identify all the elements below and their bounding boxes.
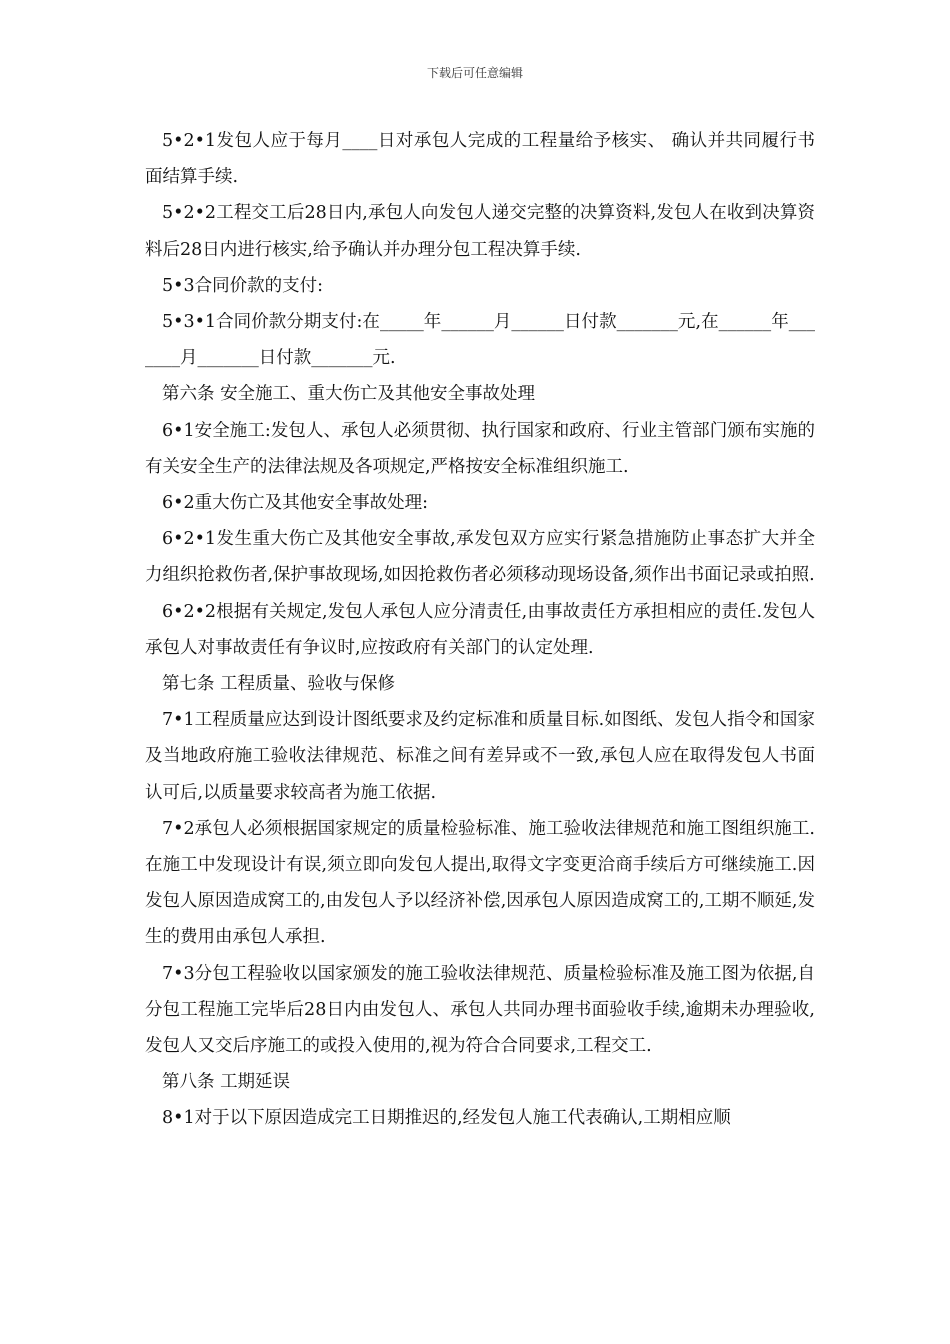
article-6-heading: 第六条 安全施工、重大伤亡及其他安全事故处理	[162, 384, 536, 405]
article-8-heading: 第八条 工期延误	[162, 1072, 291, 1093]
clause-6-1: 6•1安全施工:发包人、承包人必须贯彻、执行国家和政府、行业主管部门颁布实施的有关安全生产的法律法规及各项规定,严格按安全标准组织施工.	[145, 420, 815, 477]
clause-7-3: 7•3分包工程验收以国家颁发的施工验收法律规范、质量检验标准及施工图为依据,自分包工程施工完毕后28日内由发包人、承包人共同办理书面验收手续,逾期未办理验收,发包人又交后序施工的或投入使用的,视为符合合同要求,工程交工.	[145, 963, 815, 1057]
clause-7-2: 7•2承包人必须根据国家规定的质量检验标准、施工验收法律规范和施工图组织施工.在施工中发现设计有误,须立即向发包人提出,取得文字变更洽商手续后方可继续施工.因发包人原因造成窝工的,由发包人予以经济补偿,因承包人原因造成窝工的,工期不顺延,发生的费用由承包人承担.	[145, 818, 815, 948]
clause-6-2-2: 6•2•2根据有关规定,发包人承包人应分清责任,由事故责任方承担相应的责任.发包人承包人对事故责任有争议时,应按政府有关部门的认定处理.	[145, 601, 815, 658]
page-header-note: 下载后可任意编辑	[426, 66, 523, 80]
clause-6-2-1: 6•2•1发生重大伤亡及其他安全事故,承发包双方应实行紧急措施防止事态扩大并全力组织抢救伤者,保护事故现场,如因抢救伤者必须移动现场设备,须作出书面记录或拍照.	[145, 529, 815, 586]
clause-5-2-2: 5•2•2工程交工后28日内,承包人向发包人递交完整的决算资料,发包人在收到决算资料后28日内进行核实,给予确认并办理分包工程决算手续.	[145, 203, 815, 260]
clause-5-3-1: 5•3•1合同价款分期支付:在_____年______月______日付款_______元,在______年_______月_______日付款_______元.	[145, 312, 815, 369]
clause-7-1: 7•1工程质量应达到设计图纸要求及约定标准和质量目标.如图纸、发包人指令和国家及当地政府施工验收法律规范、标准之间有差异或不一致,承包人应在取得发包人书面认可后,以质量要求较高者为施工依据.	[145, 710, 815, 803]
document-body	[145, 123, 815, 1137]
clause-5-2-1: 5•2•1发包人应于每月____日对承包人完成的工程量给予核实、 确认并共同履行书面结算手续.	[145, 131, 815, 188]
clause-5-3: 5•3合同价款的支付:	[162, 275, 323, 296]
clause-8-1: 8•1对于以下原因造成完工日期推迟的,经发包人施工代表确认,工期相应顺	[162, 1108, 731, 1129]
clause-6-2: 6•2重大伤亡及其他安全事故处理:	[162, 493, 428, 514]
article-7-heading: 第七条 工程质量、验收与保修	[162, 674, 396, 695]
